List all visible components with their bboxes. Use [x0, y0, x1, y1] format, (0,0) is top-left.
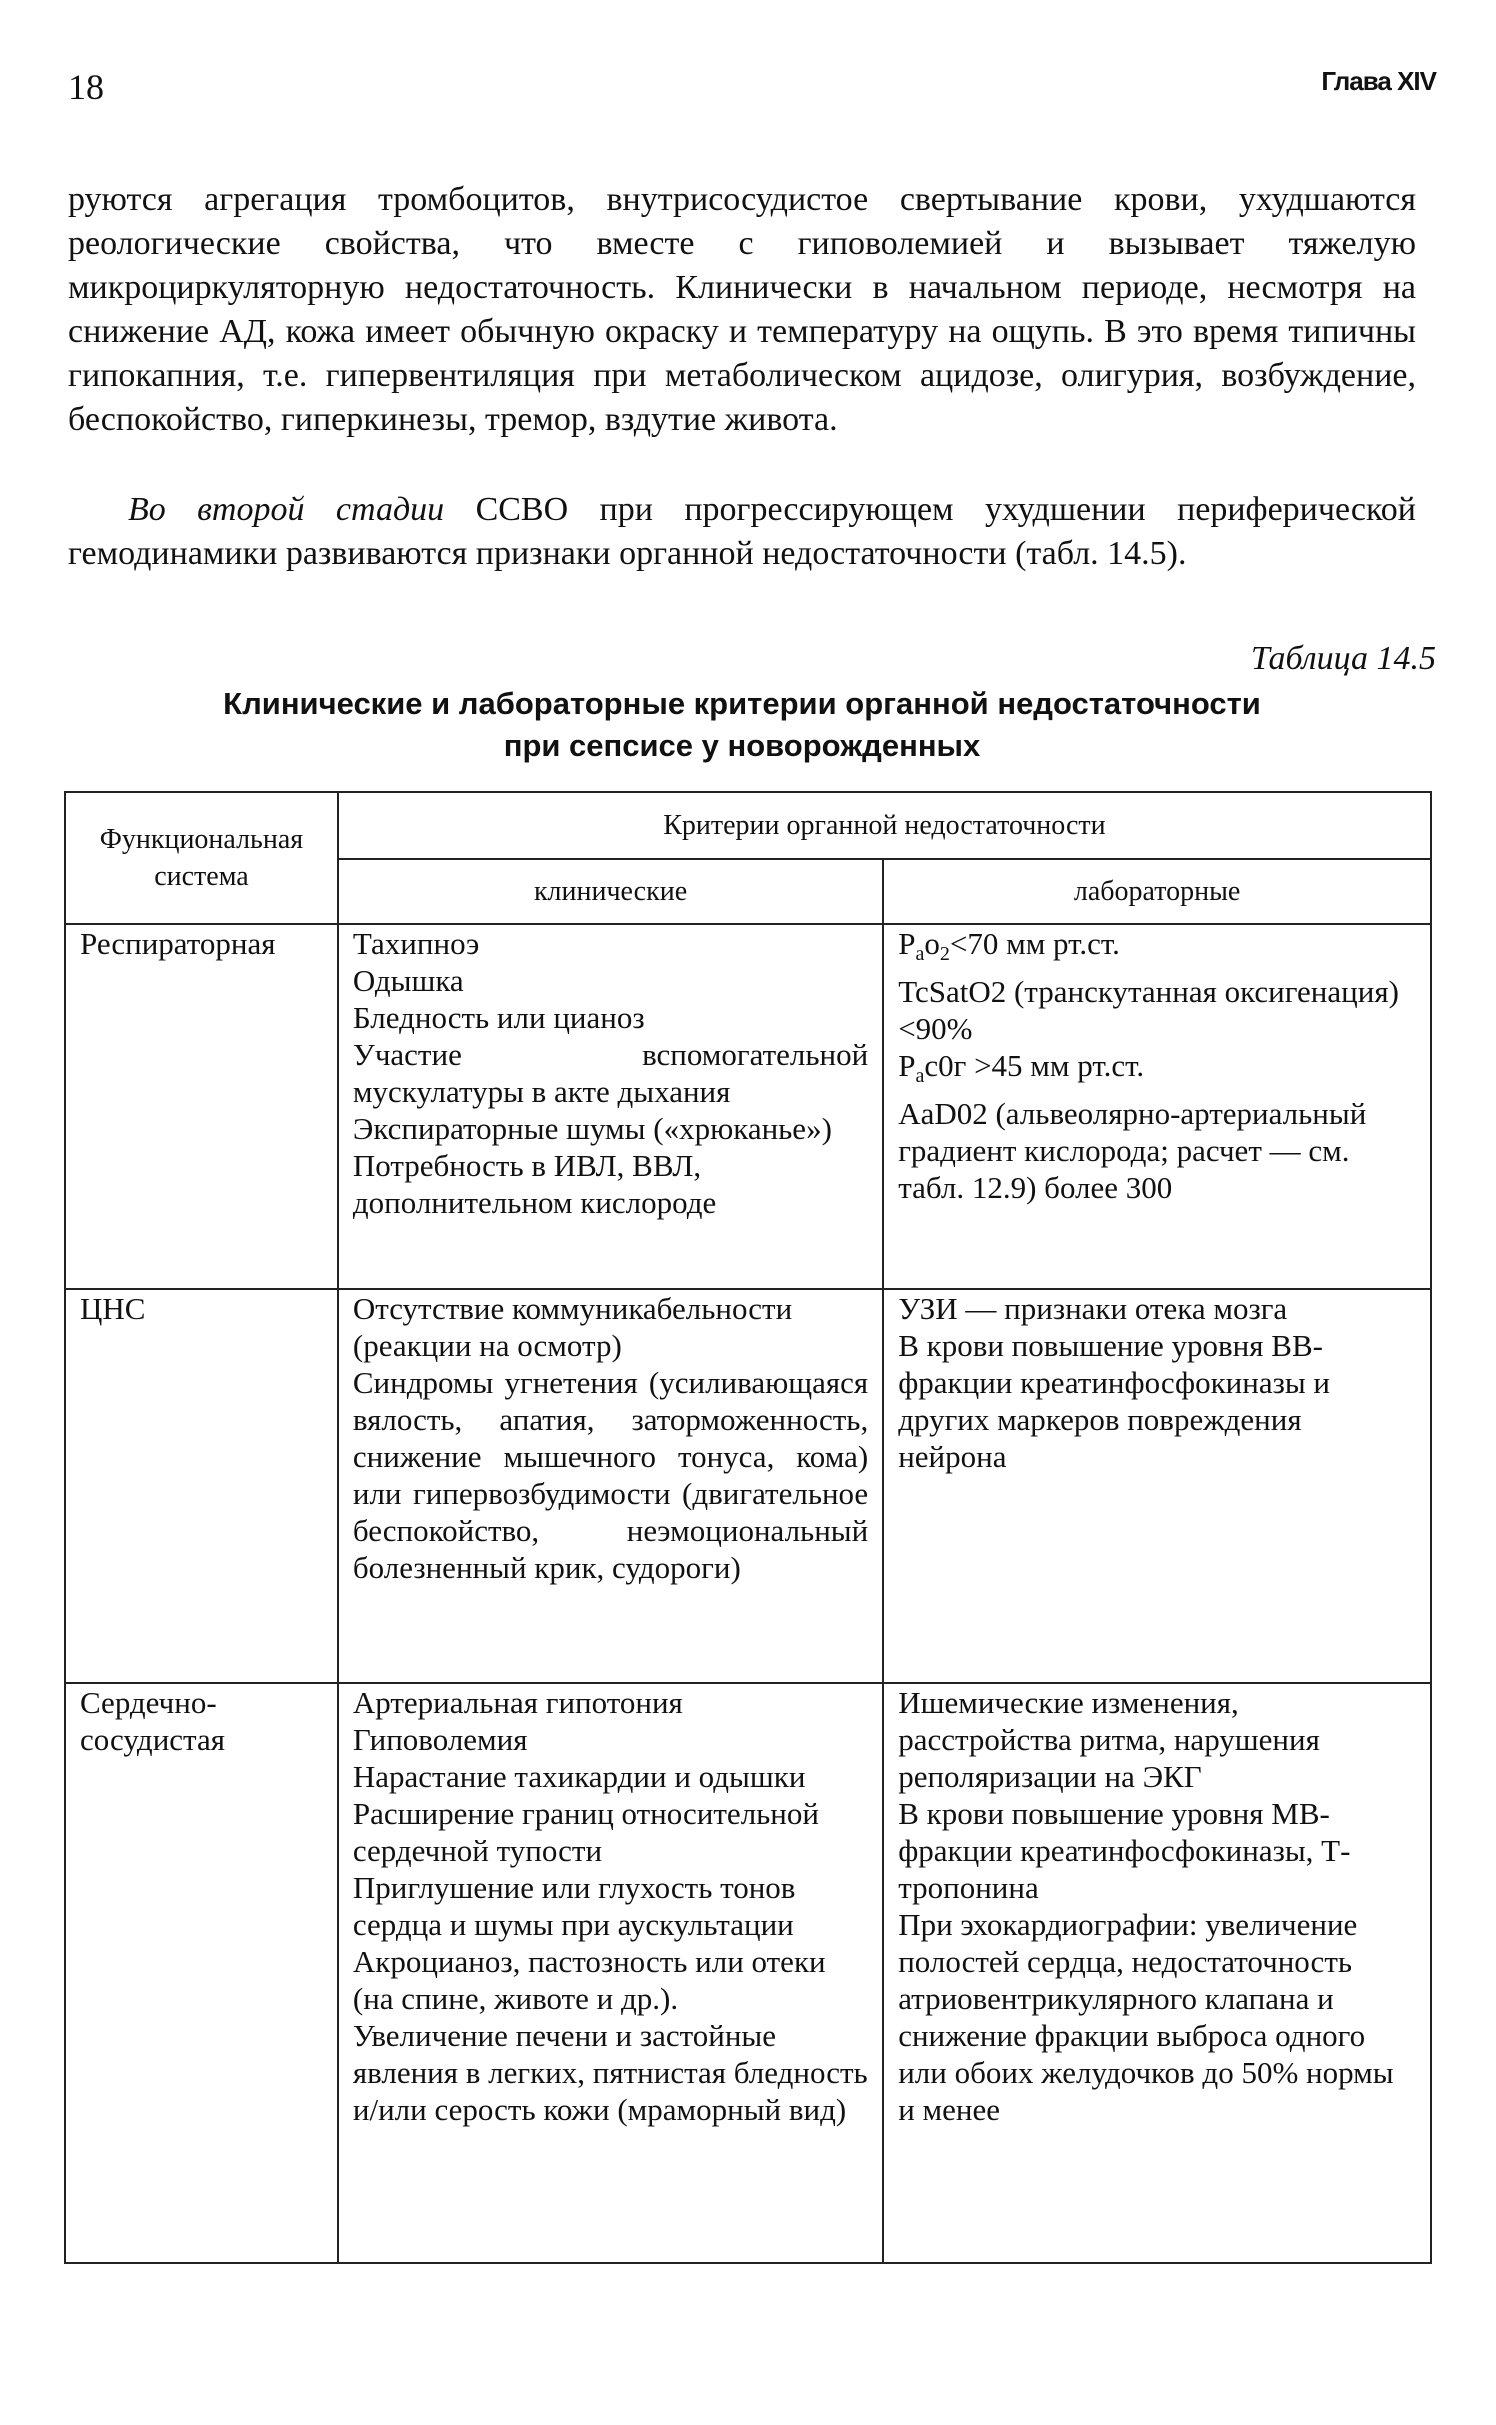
clinical-cell: [338, 924, 883, 1289]
lab-subscript: a: [915, 943, 925, 965]
lab-symbol: P: [898, 1048, 916, 1083]
lab-item-aad: AaD02 (альвеолярно-артериальный градиент кислорода; расчет — см. табл. 12.9) более 300: [898, 1096, 1367, 1205]
clinical-item: Бледность или цианоз: [352, 1000, 645, 1035]
table-row-cardiovascular: [65, 1683, 1431, 2263]
lab-item-paco2: [898, 1047, 1416, 1095]
chapter-header: Глава XIV: [1321, 66, 1436, 96]
clinical-item: Тахипноэ: [352, 926, 480, 961]
clinical-item: Одышка: [352, 963, 464, 998]
page-number: 18: [68, 67, 104, 107]
clinical-item: Синдромы угнетения (усиливающаяся вялость, апатия, заторможенность, снижение мышечного тонуса, кома) или гипервозбудимости (двигательное беспокойство, неэмоциональный болезненный крик, судороги): [352, 1365, 869, 1585]
header-criteria: Критерии органной недостаточности: [338, 792, 1431, 859]
clinical-item: Отсутствие коммуникабельности (реакции на осмотр): [352, 1291, 793, 1363]
system-cell: Сердечно-сосудистая: [65, 1683, 338, 2263]
system-cell: ЦНС: [65, 1289, 338, 1683]
paragraph-1: руются агрегация тромбоцитов, внутрисосудистое свертывание крови, ухудшаются реологические свойства, что вместе с гиповолемией и вызывает тяжелую микроциркуляторную недостаточность. Клинически в начальном периоде, несмотря на снижение АД, кожа имеет обычную окраску и температуру на ощупь. В это время типичны гипокапния, т.е. гипервентиляция при метаболическом ацидозе, олигурия, возбуждение, беспокойство, гиперкинезы, тремор, вздутие живота.: [68, 181, 1416, 438]
clinical-item: Артериальная гипотония: [352, 1685, 683, 1720]
header-system: Функциональная система: [65, 792, 338, 924]
header-laboratory: лабораторные: [883, 859, 1431, 925]
clinical-item: Гиповолемия: [352, 1722, 528, 1757]
clinical-item: Нарастание тахикардии и одышки: [352, 1759, 806, 1794]
paragraph-2: [68, 488, 1416, 576]
table-row-respiratory: [65, 924, 1431, 1289]
clinical-item: Потребность в ИВЛ, ВВЛ, дополнительном кислороде: [352, 1148, 717, 1220]
clinical-item: Акроцианоз, пастозность или отеки (на спине, животе и др.).: [352, 1944, 826, 2016]
lab-item-pao2: [898, 925, 1416, 973]
lab-item: В крови повышение уровня МВ-фракции креатинфосфокиназы, Т-тропонина: [898, 1796, 1351, 1905]
table-title-line-1: Клинические и лабораторные критерии органной недостаточности: [223, 686, 1261, 721]
table-title-line-2: при сепсисе у новорожденных: [503, 728, 981, 763]
system-cell: Респираторная: [65, 924, 338, 1289]
clinical-cell: [338, 1289, 883, 1683]
lab-item: При эхокардиографии: увеличение полостей сердца, недостаточность атриовентрикулярного клапана и снижение фракции выброса одного или обоих желудочков до 50% нормы и менее: [898, 1907, 1394, 2127]
clinical-item: Приглушение или глухость тонов сердца и шумы при аускультации: [352, 1870, 796, 1942]
clinical-cell: [338, 1683, 883, 2263]
lab-text: c0г >45 мм рт.ст.: [924, 1048, 1145, 1083]
laboratory-cell: [883, 924, 1431, 1289]
paragraph-2-emphasis: Во второй стадии: [128, 491, 445, 528]
lab-subscript: a: [915, 1065, 925, 1087]
lab-symbol: o: [924, 926, 940, 961]
table-title: [68, 683, 1416, 767]
lab-text: <70 мм рт.ст.: [949, 926, 1120, 961]
paragraph-2-text: ССВО при прогрессирующем ухудшении периферической гемодинамики развиваются признаки органной недостаточности (табл. 14.5).: [68, 491, 1416, 572]
criteria-table: [64, 791, 1432, 2264]
lab-symbol: P: [898, 926, 916, 961]
laboratory-cell: [883, 1683, 1431, 2263]
lab-subscript: 2: [939, 943, 950, 965]
lab-item: В крови повышение уровня ВВ-фракции креатинфосфокиназы и других маркеров повреждения нейрона: [898, 1328, 1331, 1474]
lab-item: УЗИ — признаки отека мозга: [898, 1291, 1288, 1326]
clinical-item: Расширение границ относительной сердечной тупости: [352, 1796, 819, 1868]
laboratory-cell: [883, 1289, 1431, 1683]
clinical-item: Увеличение печени и застойные явления в легких, пятнистая бледность и/или серость кожи (мраморный вид): [352, 2018, 868, 2127]
lab-item-tcsat: TcSatO2 (транскутанная оксигенация) <90%: [898, 974, 1399, 1046]
header-clinical: клинические: [338, 859, 883, 925]
clinical-item: Участие вспомогательной мускулатуры в акте дыхания: [352, 1037, 869, 1109]
table-label: Таблица 14.5: [1250, 640, 1436, 677]
clinical-item: Экспираторные шумы («хрюканье»): [352, 1111, 832, 1146]
table-row-cns: [65, 1289, 1431, 1683]
lab-item: Ишемические изменения, расстройства ритма, нарушения реполяризации на ЭКГ: [898, 1685, 1320, 1794]
